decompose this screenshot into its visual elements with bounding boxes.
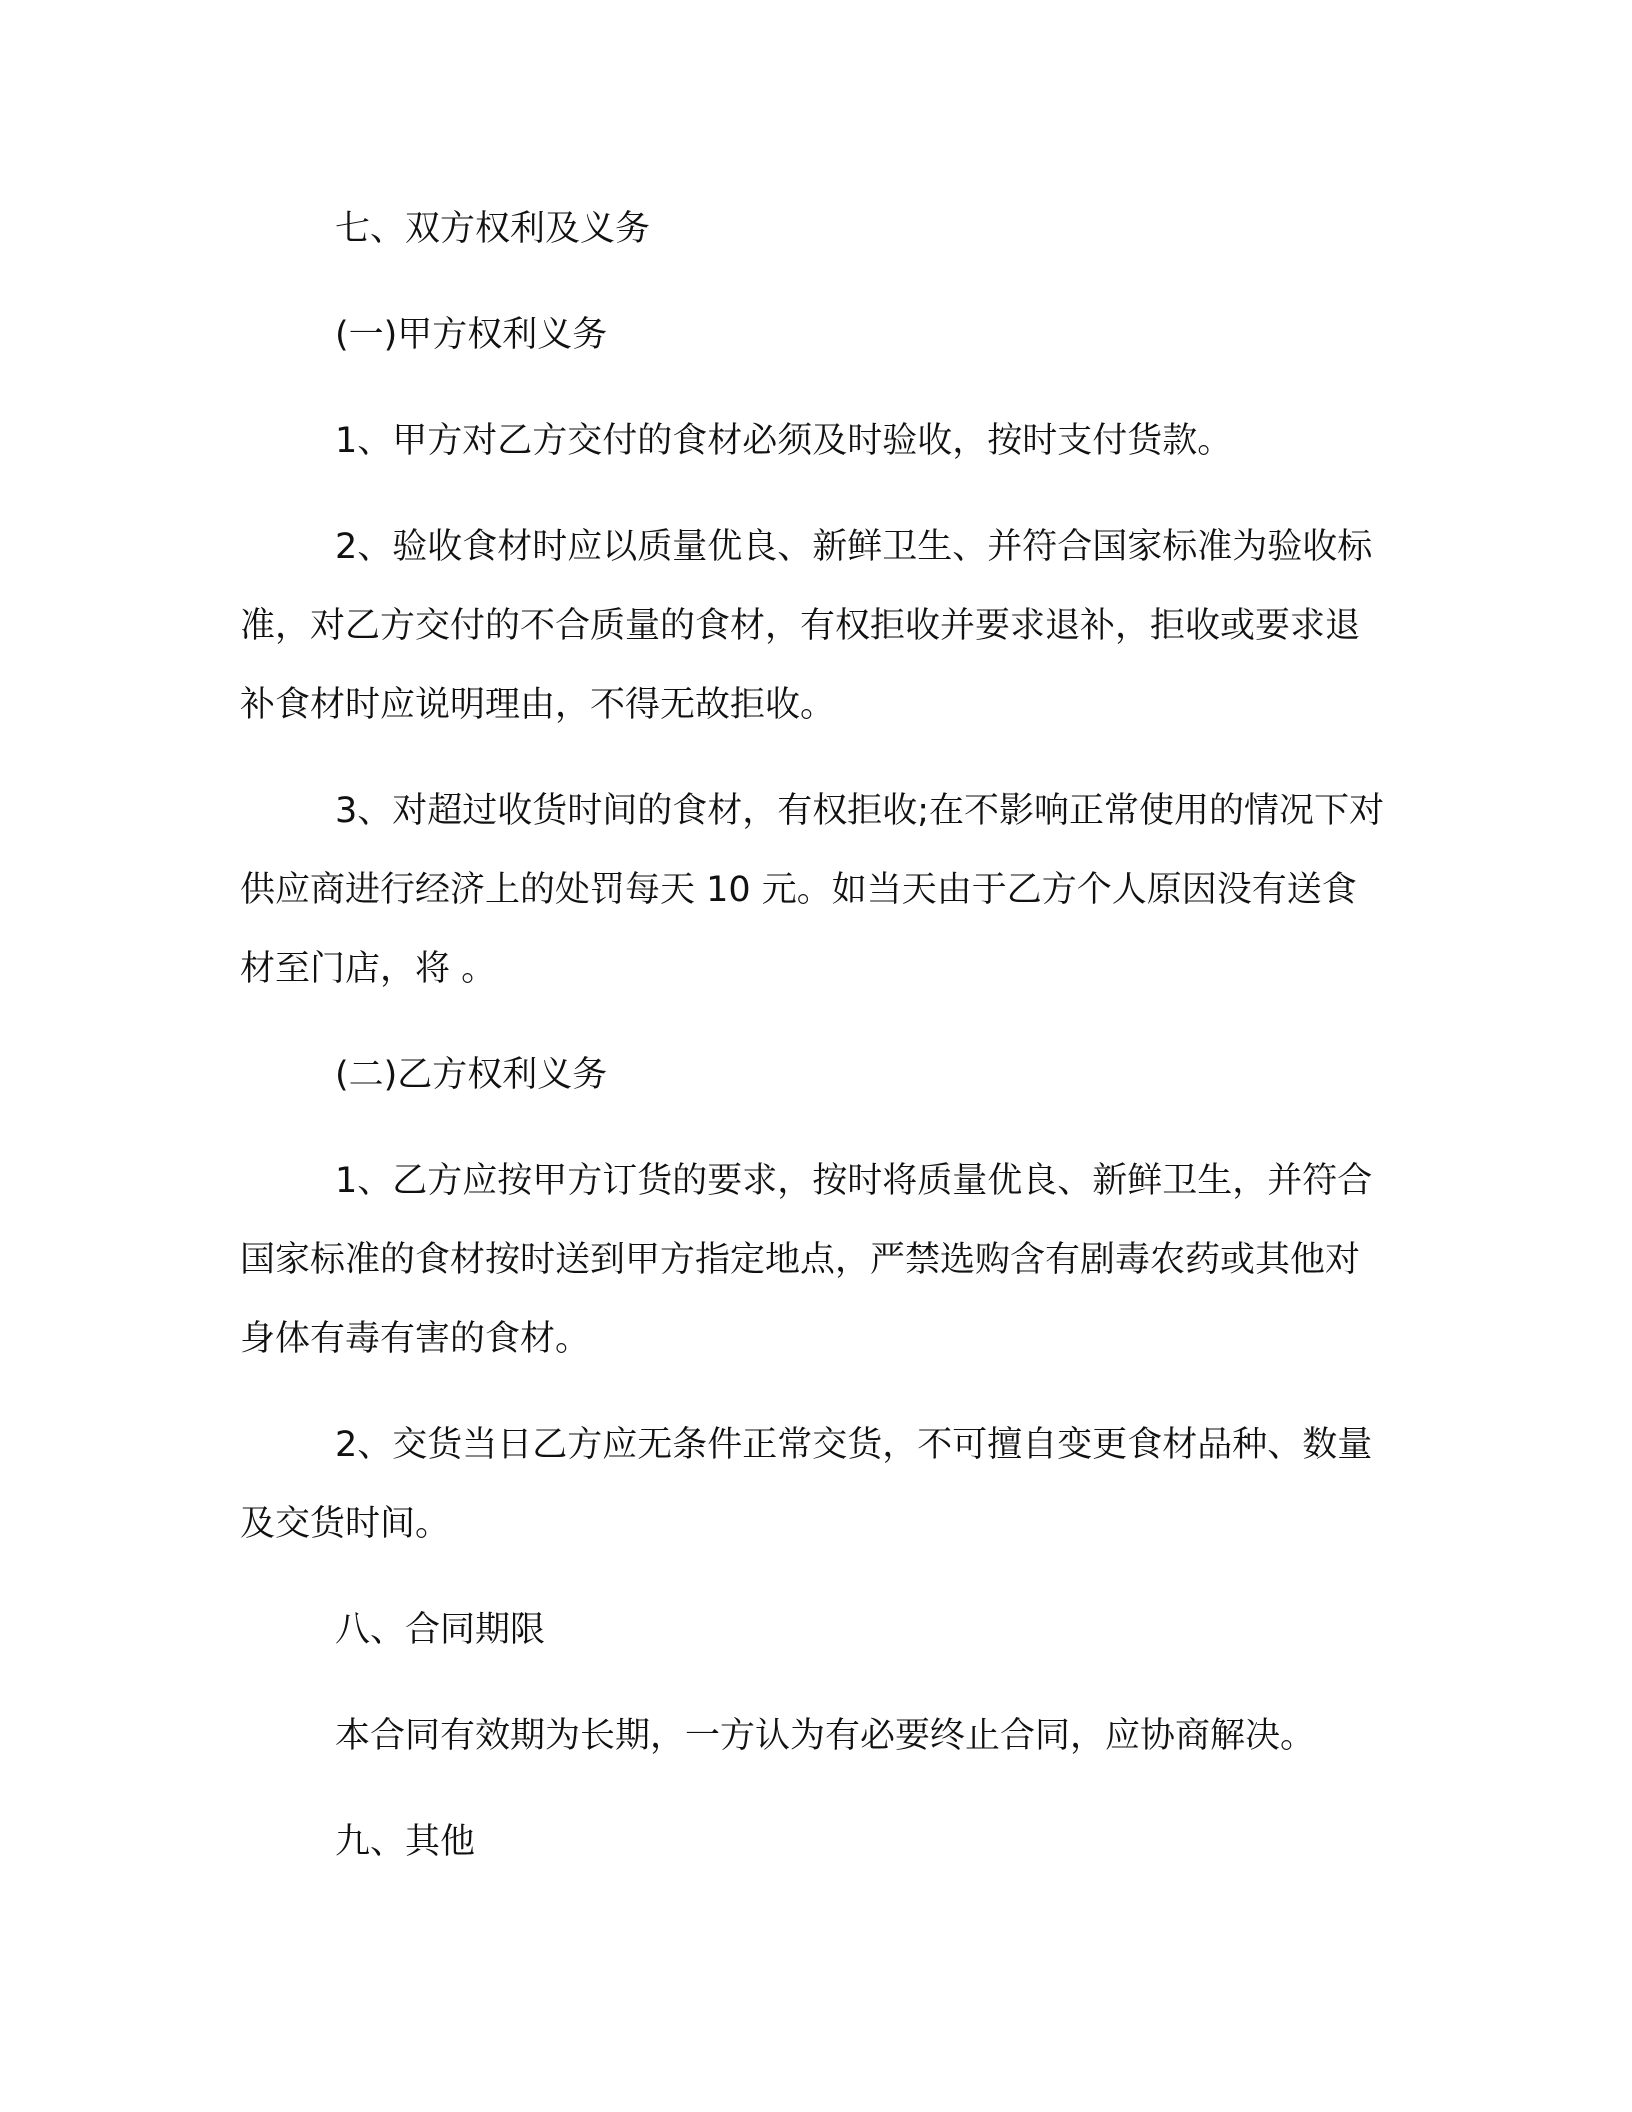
subsection-1-heading: (一)甲方权利义务 xyxy=(335,315,608,355)
section-7-heading: 七、双方权利及义务 xyxy=(335,209,651,249)
section-8-body: 本合同有效期为长期，一方认为有必要终止合同，应协商解决。 xyxy=(335,1716,1316,1756)
document-body xyxy=(240,190,1390,1882)
party-a-item-2: 2、验收食材时应以质量优良、新鲜卫生、并符合国家标准为验收标准，对乙方交付的不合质量的食材，有权拒收并要求退补，拒收或要求退补食材时应说明理由，不得无故拒收。 xyxy=(240,527,1373,725)
party-a-item-3: 3、对超过收货时间的食材，有权拒收;在不影响正常使用的情况下对供应商进行经济上的处罚每天 10 元。如当天由于乙方个人原因没有送食材至门店，将 。 xyxy=(240,791,1385,989)
party-a-item-1: 1、甲方对乙方交付的食材必须及时验收，按时支付货款。 xyxy=(335,421,1233,461)
subsection-2-heading: (二)乙方权利义务 xyxy=(335,1055,608,1095)
party-b-item-2: 2、交货当日乙方应无条件正常交货，不可擅自变更食材品种、数量及交货时间。 xyxy=(240,1425,1373,1544)
section-8-heading: 八、合同期限 xyxy=(335,1610,546,1650)
party-b-item-1: 1、乙方应按甲方订货的要求，按时将质量优良、新鲜卫生，并符合国家标准的食材按时送到甲方指定地点，严禁选购含有剧毒农药或其他对身体有毒有害的食材。 xyxy=(240,1161,1373,1359)
section-9-heading: 九、其他 xyxy=(335,1822,476,1862)
